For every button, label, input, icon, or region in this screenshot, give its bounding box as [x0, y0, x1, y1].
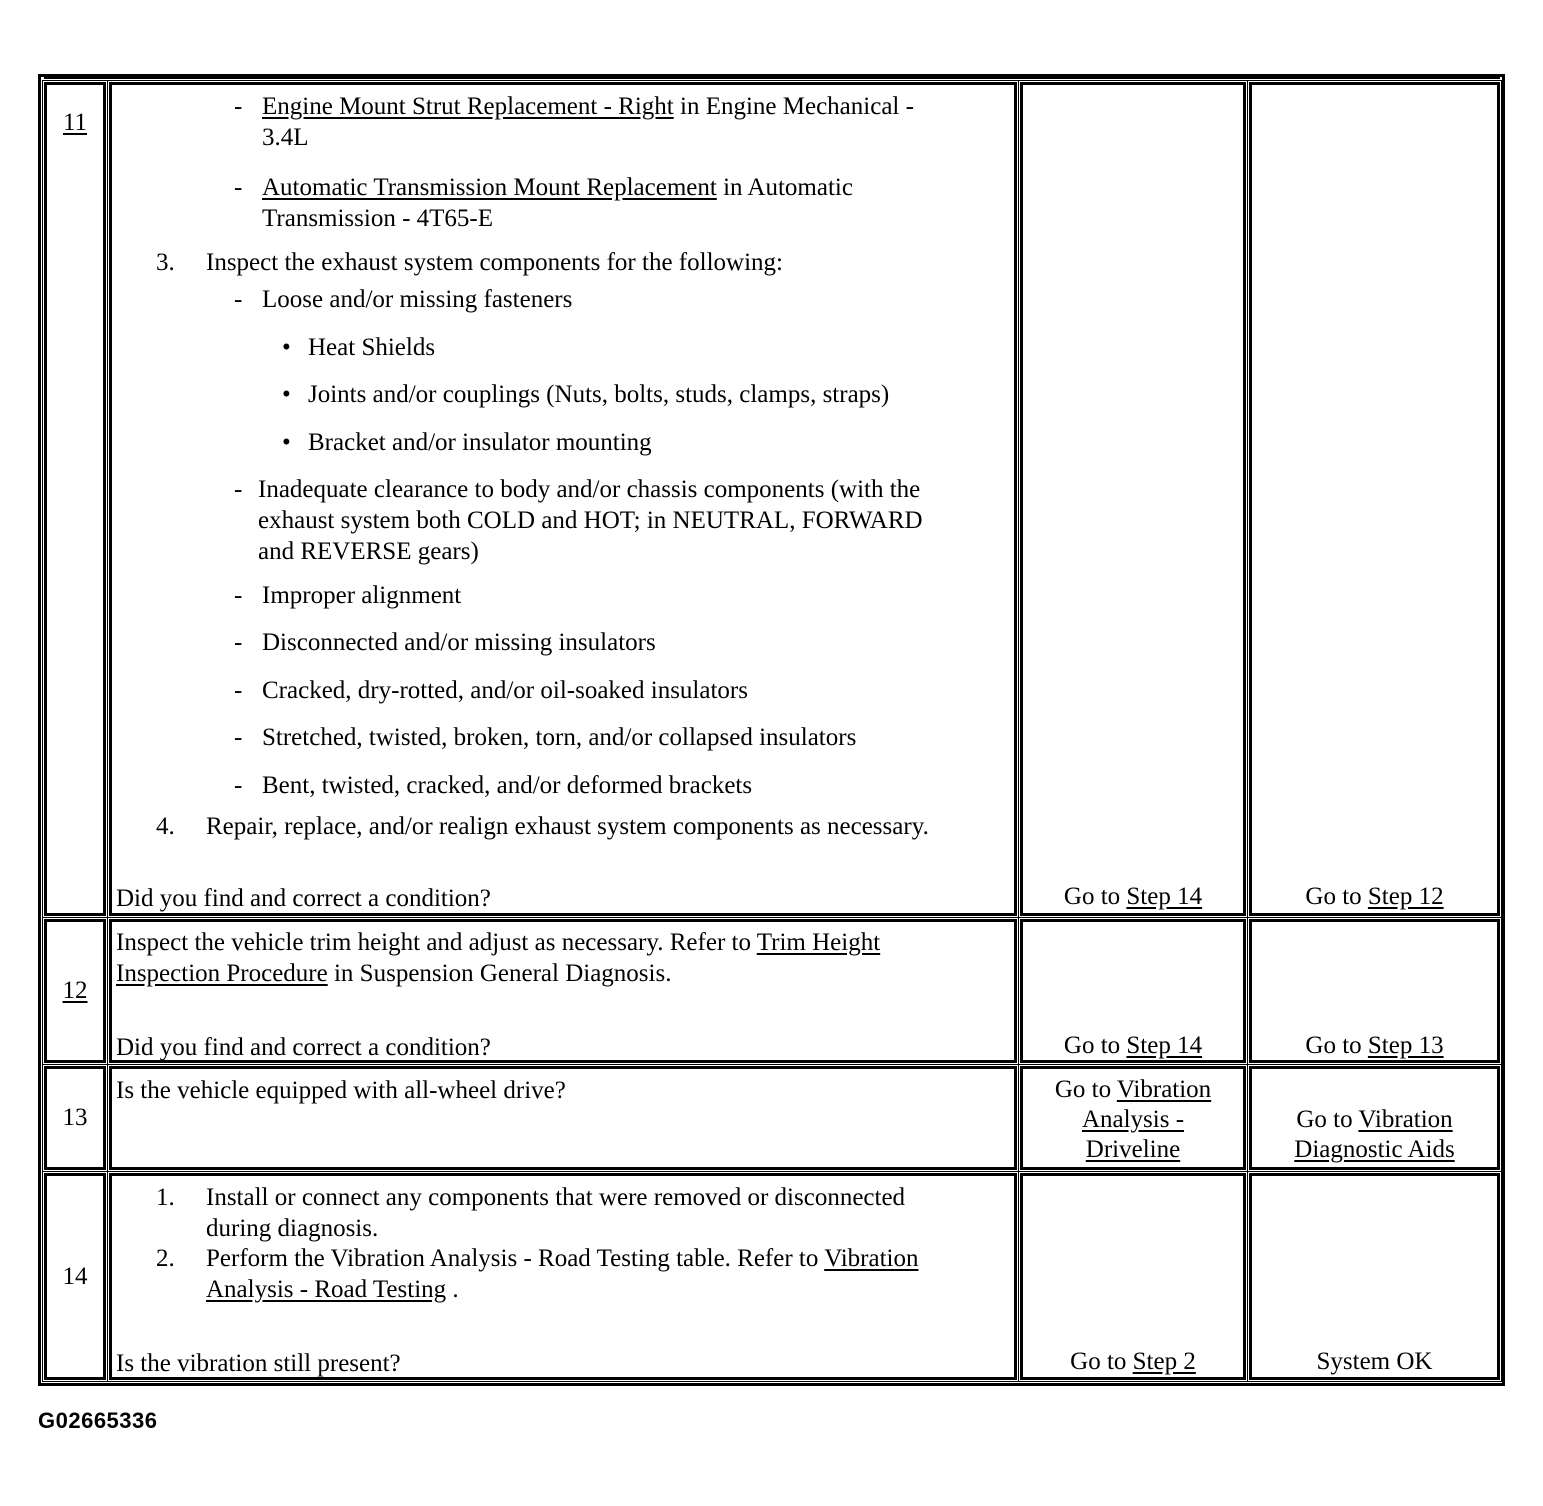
- yes-prefix: Go to: [1063, 883, 1127, 910]
- trim-height-link[interactable]: Trim Height: [756, 929, 881, 956]
- instruction-text: in Suspension General Diagnosis.: [327, 960, 672, 987]
- list-item-line: [206, 1243, 919, 1274]
- dash-marker: -: [234, 286, 243, 313]
- vibration-road-testing-link[interactable]: Analysis - Road Testing: [206, 1276, 447, 1303]
- step-12-no-cell: [1249, 919, 1500, 1063]
- procedure-line: [262, 91, 914, 122]
- step-13-yes-cell: [1020, 1066, 1246, 1170]
- list-item-text: Install or connect any components that were removed or disconnected: [206, 1184, 906, 1211]
- step-14-yes-cell: [1020, 1173, 1246, 1380]
- no-prefix: Go to: [1305, 1032, 1368, 1059]
- list-item-text: Bracket and/or insulator mounting: [308, 429, 652, 456]
- dash-marker: -: [234, 93, 243, 120]
- list-item-text: .: [446, 1276, 459, 1303]
- list-number: 2.: [156, 1245, 175, 1272]
- trim-height-inspection-link[interactable]: Inspection Procedure: [116, 960, 328, 987]
- list-item-text: exhaust system both COLD and HOT; in NEUTRAL, FORWARD: [258, 507, 923, 534]
- vibration-road-testing-link[interactable]: Vibration: [824, 1245, 919, 1272]
- yes-result: [1023, 1075, 1243, 1105]
- procedure-line-text: in Automatic: [716, 174, 853, 201]
- no-result: [1252, 1105, 1497, 1135]
- list-item-text: Cracked, dry-rotted, and/or oil-soaked insulators: [262, 677, 748, 704]
- bullet-marker: •: [282, 334, 291, 361]
- dash-marker: -: [234, 677, 243, 704]
- list-item-text: Perform the Vibration Analysis - Road Testing table. Refer to: [206, 1245, 825, 1272]
- goto-step-14-link[interactable]: Step 14: [1126, 1032, 1203, 1059]
- bullet-marker: •: [282, 381, 291, 408]
- dash-marker: -: [234, 582, 243, 609]
- list-item-line: [206, 1274, 459, 1305]
- list-item-text: Improper alignment: [262, 582, 462, 609]
- yes-result: [1023, 882, 1243, 912]
- goto-step-14-link[interactable]: Step 14: [1126, 883, 1203, 910]
- procedure-line-cont: Transmission - 4T65-E: [262, 205, 494, 232]
- bullet-marker: •: [282, 429, 291, 456]
- step-11-cell: [44, 82, 106, 916]
- step-11-no-cell: [1249, 82, 1500, 916]
- question-text: Is the vibration still present?: [116, 1350, 401, 1377]
- yes-prefix: Go to: [1070, 1348, 1133, 1375]
- goto-step-2-link[interactable]: Step 2: [1132, 1348, 1196, 1375]
- list-number: 3.: [156, 249, 175, 276]
- vibration-driveline-link[interactable]: Analysis -: [1081, 1106, 1185, 1133]
- question-text: Did you find and correct a condition?: [116, 885, 491, 912]
- step-13-cell: [44, 1066, 106, 1170]
- list-item-text: Repair, replace, and/or realign exhaust system components as necessary.: [206, 813, 929, 840]
- step-11-link[interactable]: 11: [62, 109, 88, 136]
- step-13-action-cell: [109, 1066, 1017, 1170]
- list-item-text: during diagnosis.: [206, 1215, 379, 1242]
- list-item-text: Loose and/or missing fasteners: [262, 286, 573, 313]
- step-14-action-cell: [109, 1173, 1017, 1380]
- list-item-text: Bent, twisted, cracked, and/or deformed brackets: [262, 772, 753, 799]
- yes-result-cont: [1023, 1135, 1243, 1165]
- no-result: System OK: [1316, 1348, 1433, 1375]
- yes-result: [1023, 1031, 1243, 1061]
- instruction-line: [116, 927, 880, 958]
- vibration-diagnostic-aids-link[interactable]: Vibration: [1358, 1106, 1453, 1133]
- question-text: Is the vehicle equipped with all-wheel drive?: [116, 1077, 566, 1104]
- step-11-yes-cell: [1020, 82, 1246, 916]
- transmission-mount-link[interactable]: Automatic Transmission Mount Replacement: [262, 174, 717, 201]
- yes-result: [1023, 1347, 1243, 1377]
- procedure-line: [262, 172, 853, 203]
- vibration-driveline-link[interactable]: Vibration: [1116, 1076, 1212, 1103]
- engine-mount-strut-link[interactable]: Engine Mount Strut Replacement - Right: [262, 93, 674, 120]
- vibration-diagnostic-aids-link[interactable]: Diagnostic Aids: [1294, 1136, 1455, 1163]
- list-item-text: Joints and/or couplings (Nuts, bolts, studs, clamps, straps): [308, 381, 890, 408]
- question-text: Did you find and correct a condition?: [116, 1034, 491, 1061]
- yes-prefix: Go to: [1054, 1076, 1117, 1103]
- yes-result-cont: [1023, 1105, 1243, 1135]
- goto-step-13-link[interactable]: Step 13: [1367, 1032, 1444, 1059]
- dash-marker: -: [234, 174, 243, 201]
- dash-marker: -: [234, 629, 243, 656]
- dash-marker: -: [234, 476, 243, 503]
- list-item-text: Disconnected and/or missing insulators: [262, 629, 656, 656]
- step-12-yes-cell: [1020, 919, 1246, 1063]
- step-14-no-cell: [1249, 1173, 1500, 1380]
- no-result: [1252, 882, 1497, 912]
- figure-id: G02665336: [38, 1408, 158, 1433]
- dash-marker: -: [234, 724, 243, 751]
- step-13-no-cell: [1249, 1066, 1500, 1170]
- list-number: 1.: [156, 1184, 175, 1211]
- no-result-cont: [1252, 1135, 1497, 1165]
- list-number: 4.: [156, 813, 175, 840]
- list-item-text: Inspect the exhaust system components for the following:: [206, 249, 783, 276]
- table-top-rule: [44, 74, 1500, 79]
- no-prefix: Go to: [1296, 1106, 1359, 1133]
- yes-prefix: Go to: [1063, 1032, 1127, 1059]
- step-number: 14: [62, 1262, 88, 1290]
- step-14-cell: [44, 1173, 106, 1380]
- step-11-action-cell: [109, 82, 1017, 916]
- no-result: [1252, 1031, 1497, 1061]
- list-item-text: Stretched, twisted, broken, torn, and/or collapsed insulators: [262, 724, 857, 751]
- no-prefix: Go to: [1305, 883, 1368, 910]
- instruction-line: [116, 958, 671, 989]
- list-item-text: and REVERSE gears): [258, 538, 479, 565]
- procedure-line-cont: 3.4L: [262, 124, 309, 151]
- goto-step-12-link[interactable]: Step 12: [1367, 883, 1444, 910]
- instruction-text: Inspect the vehicle trim height and adjust as necessary. Refer to: [116, 929, 757, 956]
- step-12-action-cell: [109, 919, 1017, 1063]
- list-item-text: Inadequate clearance to body and/or chassis components (with the: [258, 476, 921, 503]
- step-number: 13: [62, 1104, 88, 1131]
- list-item-text: Heat Shields: [308, 334, 436, 361]
- dash-marker: -: [234, 772, 243, 799]
- procedure-line-text: in Engine Mechanical -: [673, 93, 914, 120]
- vibration-driveline-link[interactable]: Driveline: [1085, 1136, 1181, 1163]
- step-12-cell: [44, 919, 106, 1063]
- step-12-link[interactable]: 12: [62, 977, 88, 1004]
